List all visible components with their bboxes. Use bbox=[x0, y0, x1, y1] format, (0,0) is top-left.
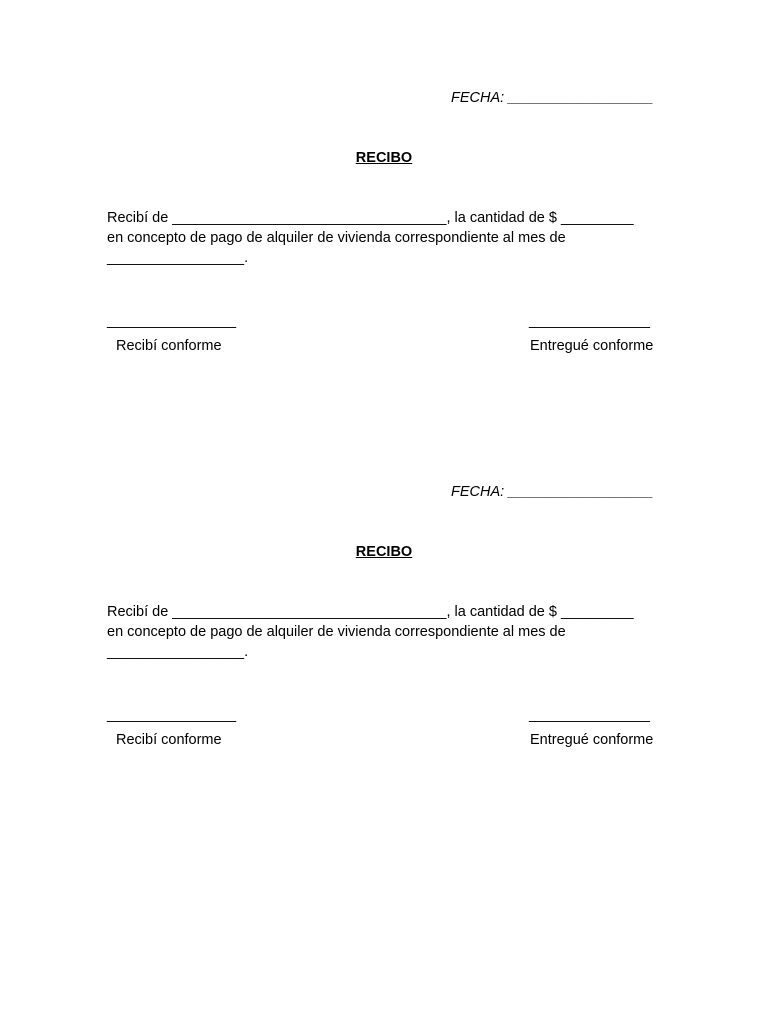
received-from-line: Recibí de __________________________________, la cantidad de $ _________ bbox=[107, 604, 634, 620]
received-from-line: Recibí de __________________________________, la cantidad de $ _________ bbox=[107, 210, 634, 226]
signature-label-received: Recibí conforme bbox=[116, 338, 222, 354]
signature-label-delivered: Entregué conforme bbox=[530, 338, 654, 354]
receipt-1 bbox=[0, 0, 768, 354]
date-field: FECHA: __________________ bbox=[451, 90, 654, 106]
date-field: FECHA: __________________ bbox=[451, 484, 654, 500]
month-line: _________________. bbox=[107, 250, 249, 266]
signature-line-right: _______________ bbox=[529, 707, 650, 723]
receipt-title: RECIBO bbox=[355, 544, 413, 560]
signature-label-received: Recibí conforme bbox=[116, 732, 222, 748]
concept-line: en concepto de pago de alquiler de vivienda correspondiente al mes de bbox=[107, 230, 566, 246]
month-line: _________________. bbox=[107, 644, 249, 660]
receipt-2 bbox=[0, 394, 768, 748]
signature-line-left: ________________ bbox=[107, 707, 237, 723]
receipt-title: RECIBO bbox=[355, 150, 413, 166]
signature-line-left: ________________ bbox=[107, 313, 237, 329]
signature-line-right: _______________ bbox=[529, 313, 650, 329]
concept-line: en concepto de pago de alquiler de vivienda correspondiente al mes de bbox=[107, 624, 566, 640]
signature-label-delivered: Entregué conforme bbox=[530, 732, 654, 748]
